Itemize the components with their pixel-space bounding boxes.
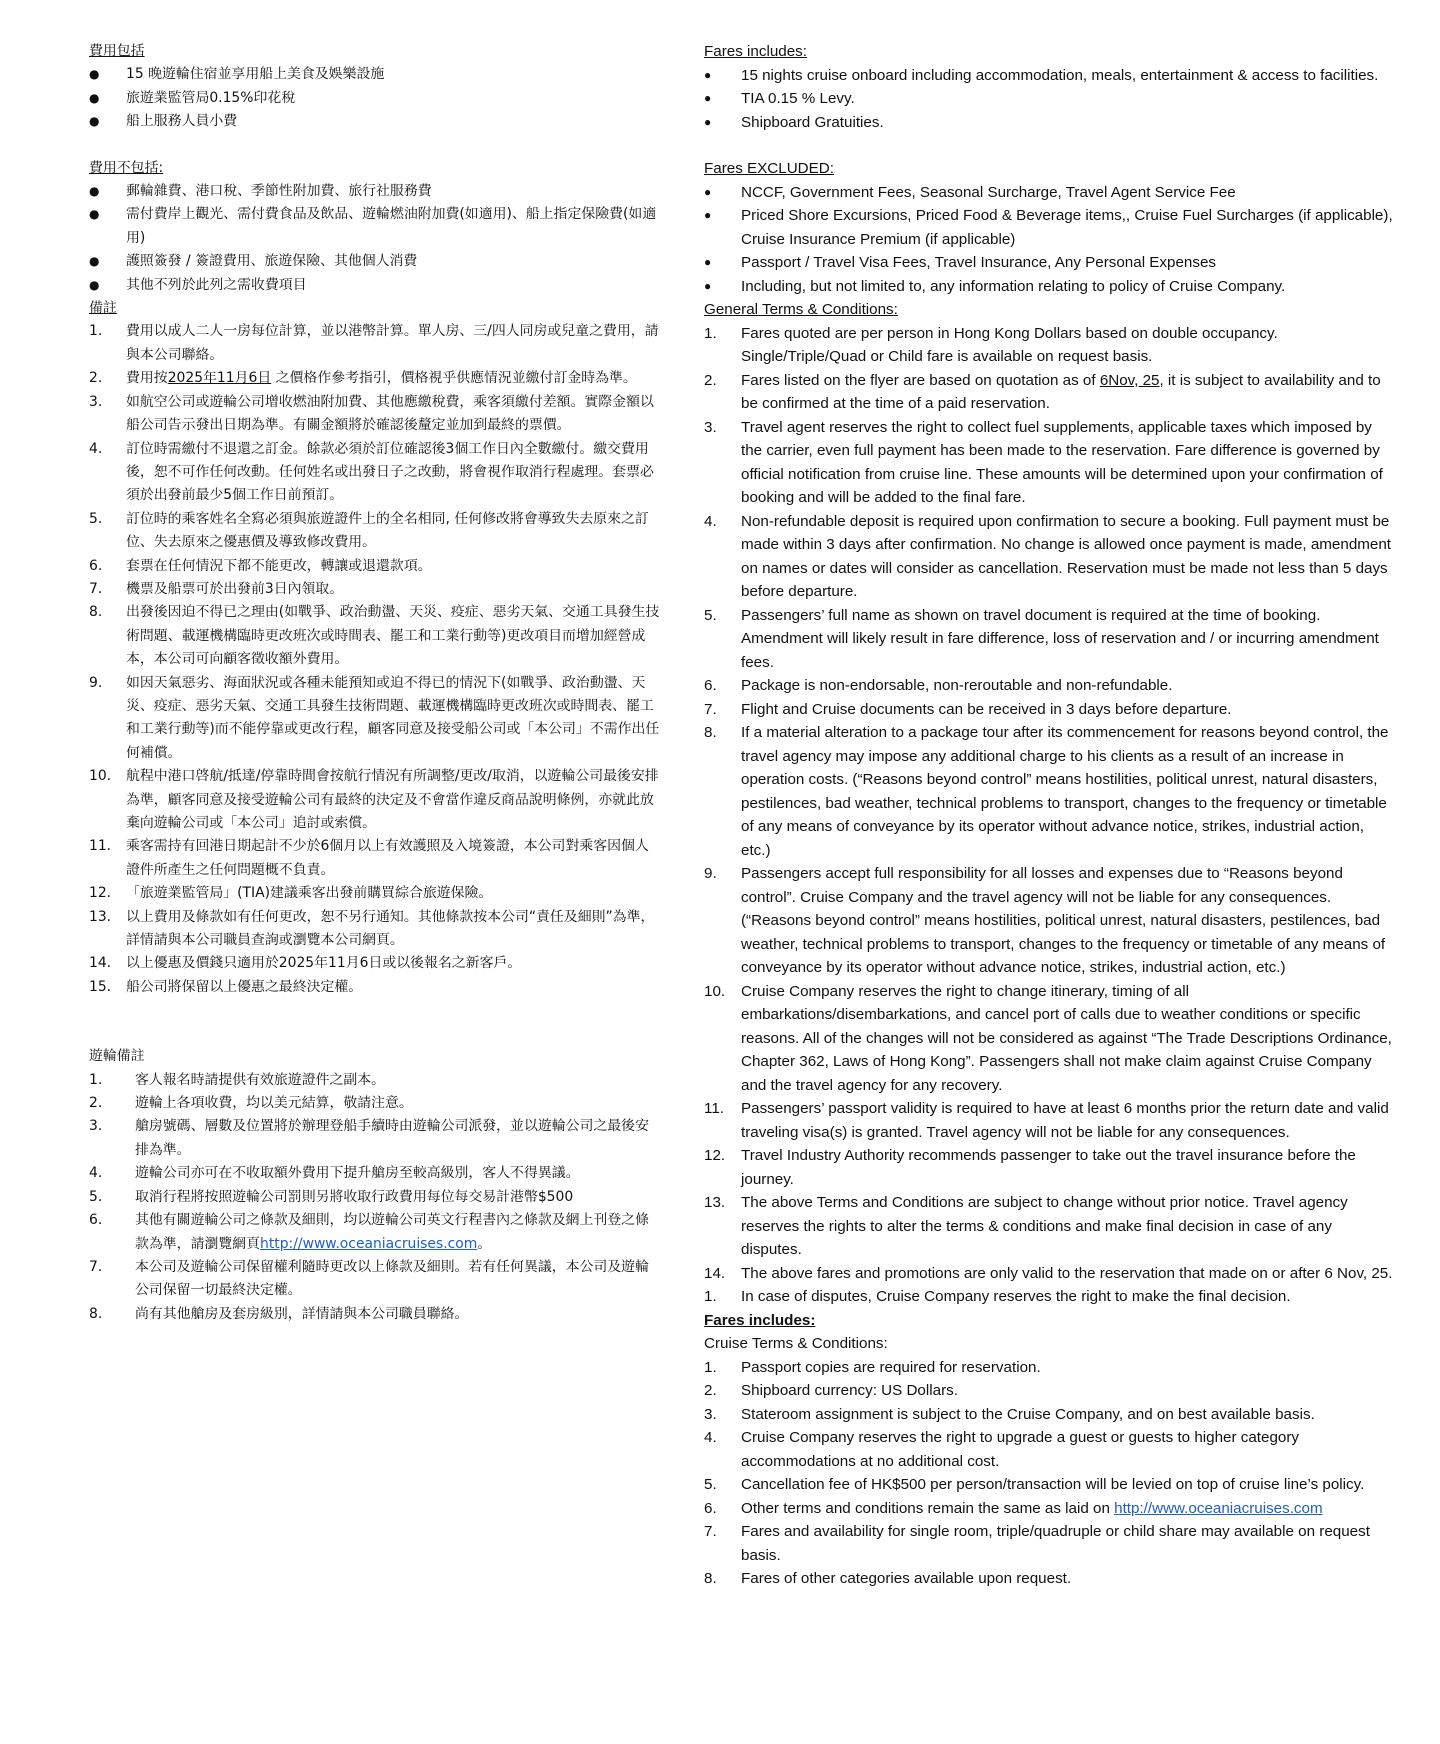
list-item: 15. 船公司將保留以上優惠之最終決定權。 <box>89 978 363 995</box>
list-item: 8. If a material alteration to a package tour after its commencement for reasons beyond control, the travel agency may impose any additional charge to his clients as a result of an increase in operation costs. (“Reasons beyond control” means hostilities, political unrest, natural disasters, pestilences, bad weather, technical problems to transport, changes to the frequency or timetable of any means of conveyance by its operator without advance notice, strikes, industrial action, etc.) <box>704 724 1389 859</box>
oceania-cruises-link[interactable]: http://www.oceaniacruises.com <box>260 1235 478 1252</box>
list-item: 6. 其他有關遊輪公司之條款及細則，均以遊輪公司英文行程書內之條款及網上刊登之條款為準，請瀏覽網頁http://www.oceaniacruises.com。 <box>89 1212 649 1252</box>
list-item: 11. Passengers’ passport validity is required to have at least 6 months prior the return date and valid traveling visa(s) is granted. Travel agency will not be liable for any consequences. <box>704 1100 1389 1141</box>
fares-excluded-list-en <box>704 181 1396 299</box>
list-item: 2. Shipboard currency: US Dollars. <box>704 1382 958 1399</box>
list-item: 14. The above fares and promotions are only valid to the reservation that made on or after 6 Nov, 25. <box>704 1264 1393 1282</box>
list-item: 5. 訂位時的乘客姓名全寫必須與旅遊證件上的全名相同, 任何修改將會導致失去原來之訂位、失去原來之優惠價及導致修改費用。 <box>89 510 649 551</box>
cruise-remarks-heading-zh: 遊輪備註 <box>89 1048 145 1065</box>
bullet-icon: ● <box>89 207 100 222</box>
list-item: 11. 乘客需持有回港日期起計不少於6個月以上有效護照及入境簽證，本公司對乘客因個人證件所產生之任何問題概不負責。 <box>89 838 649 878</box>
english-terms-column <box>704 40 1396 1591</box>
list-item: ● 15 晚遊輪住宿並享用船上美食及娛樂設施 <box>89 63 661 86</box>
fares-excluded-heading-en: Fares EXCLUDED: <box>704 160 834 177</box>
list-item: ● 郵輪雜費、港口稅、季節性附加費、旅行社服務費 <box>89 180 661 203</box>
list-item: ● 船上服務人員小費 <box>89 110 661 133</box>
general-terms-heading: General Terms & Conditions: <box>704 301 898 318</box>
bullet-icon: ● <box>704 278 712 293</box>
list-item: ● Passport / Travel Visa Fees, Travel Insurance, Any Personal Expenses <box>704 251 1396 275</box>
bullet-icon: ● <box>704 208 712 222</box>
fares-includes-list-zh <box>89 63 661 133</box>
list-item: 3. Stateroom assignment is subject to the Cruise Company, and on best available basis. <box>704 1405 1315 1423</box>
cruise-terms-heading: Cruise Terms & Conditions: <box>704 1335 888 1352</box>
bullet-icon: ● <box>89 184 100 199</box>
list-item: 7. Fares and availability for single room, triple/quadruple or child share may available on request basis. <box>704 1523 1370 1564</box>
remarks-heading-zh: 備註 <box>89 300 117 317</box>
list-item: 13. The above Terms and Conditions are subject to change without prior notice. Travel agency reserves the rights to alter the terms & conditions and make final decision in case of any disputes. <box>704 1194 1348 1258</box>
list-item: 4. 遊輪公司亦可在不收取額外費用下提升艙房至較高級別，客人不得異議。 <box>89 1165 580 1182</box>
list-item: 8. Fares of other categories available upon request. <box>704 1570 1072 1587</box>
fares-includes-heading-en: Fares includes: <box>704 43 807 60</box>
bullet-icon: ● <box>89 277 100 292</box>
bullet-icon: ● <box>704 184 712 199</box>
cruise-remarks-zh <box>89 1045 661 1326</box>
bullet-icon: ● <box>704 67 712 82</box>
list-item: ● 旅遊業監管局0.15%印花稅 <box>89 87 661 110</box>
list-item: 2. 費用按2025年11月6日 之價格作參考指引，價格視乎供應情況並繳付訂金時為準。 <box>89 370 637 387</box>
list-item: 5. Passengers’ full name as shown on travel document is required at the time of booking. Amendment will likely result in fare difference, loss of reservation and / or incurring amendment fees. <box>704 606 1379 671</box>
list-item: ● 其他不列於此列之需收費項目 <box>89 274 661 297</box>
fares-includes-list-en <box>704 64 1396 135</box>
list-item: ● Including, but not limited to, any information relating to policy of Cruise Company. <box>704 275 1396 299</box>
general-terms-list <box>704 322 1396 1309</box>
list-item: 2. Fares listed on the flyer are based on quotation as of 6Nov, 25, it is subject to availability and to be confirmed at the time of a paid reservation. <box>704 371 1381 412</box>
list-item: 8. 出發後因迫不得已之理由(如戰爭、政治動盪、天災、疫症、惡劣天氣、交通工具發生技術問題、載運機構臨時更改班次或時間表、罷工和工業行動等)更改項目而增加經營成本，本公司可向顧客徵收額外費用。 <box>89 604 660 668</box>
list-item: 6. 套票在任何情況下都不能更改，轉讓或退還款項。 <box>89 557 432 574</box>
list-item: 2. 遊輪上各項收費，均以美元結算，敬請注意。 <box>89 1095 413 1112</box>
list-item: 10. Cruise Company reserves the right to change itinerary, timing of all embarkations/disembarkations, and cancel port of calls due to weather conditions or specific reasons. All of the changes will not be considered as against “The Trade Descriptions Ordinance, Chapter 362, Laws of Hong Kong”. Passengers shall not make claim against Cruise Company and the travel agency for any recovery. <box>704 982 1392 1094</box>
list-item: 7. 本公司及遊輪公司保留權利隨時更改以上條款及細則。若有任何異議，本公司及遊輪公司保留一切最終決定權。 <box>89 1258 649 1299</box>
list-item: 12. Travel Industry Authority recommends passenger to take out the travel insurance before the journey. <box>704 1147 1356 1188</box>
list-item: ● 護照簽發 / 簽證費用、旅遊保險、其他個人消費 <box>89 250 661 273</box>
oceania-cruises-link[interactable]: http://www.oceaniacruises.com <box>1114 1499 1323 1517</box>
list-item: ● Priced Shore Excursions, Priced Food & Beverage items,, Cruise Fuel Surcharges (if applicable), Cruise Insurance Premium (if applicable) <box>704 204 1396 251</box>
list-item: 4. Non-refundable deposit is required upon confirmation to secure a booking. Full payment must be made within 3 days after confirmation. No change is allowed once payment is made, amendment on names or dates will consider as cancellation. Reservation must be made not less than 5 days before departure. <box>704 512 1392 600</box>
list-item: 4. Cruise Company reserves the right to upgrade a guest or guests to higher category accommodations at no additional cost. <box>704 1429 1300 1470</box>
list-item: 6. Package is non-endorsable, non-reroutable and non-refundable. <box>704 677 1173 694</box>
bullet-icon: ● <box>704 255 712 269</box>
list-item: 1. Passport copies are required for reservation. <box>704 1358 1041 1376</box>
quote-date: 6Nov, 25 <box>1099 371 1160 389</box>
list-item: 3. 艙房號碼、層數及位置將於辦理登船手續時由遊輪公司派發，並以遊輪公司之最後安排為準。 <box>89 1118 649 1158</box>
bullet-icon: ● <box>704 114 712 129</box>
list-item: 10. 航程中港口啓航/抵達/停靠時間會按航行情況有所調整/更改/取消，以遊輪公司最後安排為準，顧客同意及接受遊輪公司有最終的決定及不會當作違反商品說明條例，亦就此放棄向遊輪公司或「本公司」追討或索償。 <box>89 768 659 831</box>
list-item: 4. 訂位時需繳付不退還之訂金。餘款必須於訂位確認後3個工作日內全數繳付。繳交費用後，恕不可作任何改動。任何姓名或出發日子之改動，將會視作取消行程處理。套票必須於出發前最少5個工作日前預訂。 <box>89 440 654 504</box>
list-item: 9. 如因天氣惡劣、海面狀況或各種未能預知或迫不得已的情況下(如戰爭、政治動盪、天災、疫症、惡劣天氣、交通工具發生技術問題、載運機構臨時更改班次或時間表、罷工和工業行動等)而不能停靠或更改行程，顧客同意及接受船公司或「本公司」不需作出任何補償。 <box>89 674 660 761</box>
list-item: 14. 以上優惠及價錢只適用於2025年11月6日或以後報名之新客戶。 <box>89 955 522 972</box>
bullet-icon: ● <box>89 90 100 105</box>
quote-date: 2025年11月6日 <box>167 370 272 387</box>
list-item: 1. In case of disputes, Cruise Company reserves the right to make the final decision. <box>704 1288 1291 1305</box>
fares-excluded-heading-zh: 費用不包括: <box>89 159 164 176</box>
fares-includes-heading-en-2: Fares includes: <box>704 1311 816 1329</box>
list-item: 7. 機票及船票可於出發前3日內領取。 <box>89 580 344 597</box>
list-item: 7. Flight and Cruise documents can be received in 3 days before departure. <box>704 700 1232 718</box>
list-item: 3. Travel agent reserves the right to collect fuel supplements, applicable taxes which imposed by the carrier, even full payment has been made to the reservation. Fare difference is governed by official notification from cruise line. These amounts will be determined upon your confirmation of booking and will be added to the final fare. <box>704 418 1383 506</box>
list-item: ● 需付費岸上觀光、需付費食品及飲品、遊輪燃油附加費(如適用)、船上指定保險費(如適用) <box>89 203 661 250</box>
list-item: 9. Passengers accept full responsibility for all losses and expenses due to “Reasons beyond control”. Cruise Company and the travel agency will not be liable for any consequences. (“Reasons beyond control” means hostilities, political unrest, natural disasters, pestilences, bad weather, technical problems to transport, changes to the frequency or timetable of any means of conveyance by its operator without advance notice, strikes, industrial action, etc.) <box>704 865 1386 976</box>
list-item: 6. Other terms and conditions remain the same as laid on http://www.oceaniacruises.com <box>704 1499 1323 1517</box>
list-item: 1. 費用以成人二人一房每位計算，並以港幣計算。單人房、三/四人同房或兒童之費用，請與本公司聯絡。 <box>89 323 659 363</box>
list-item: 1. Fares quoted are per person in Hong Kong Dollars based on double occupancy. Single/Triple/Quad or Child fare is available on request basis. <box>704 324 1278 365</box>
list-item: 3. 如航空公司或遊輪公司增收燃油附加費、其他應繳稅費，乘客須繳付差額。實際金額以船公司告示發出日期為準。有關金額將於確認後釐定並加到最終的票價。 <box>89 393 654 434</box>
list-item: ● Shipboard Gratuities. <box>704 111 1396 135</box>
list-item: 5. Cancellation fee of HK$500 per person/transaction will be levied on top of cruise line’s policy. <box>704 1476 1365 1493</box>
bullet-icon: ● <box>89 254 100 269</box>
list-item: 12. 「旅遊業監管局」(TIA)建議乘客出發前購買綜合旅遊保險。 <box>89 885 493 902</box>
list-item: 5. 取消行程將按照遊輪公司罰則另將收取行政費用每位每交易計港幣$500 <box>89 1188 574 1205</box>
fares-includes-heading-zh: 費用包括 <box>89 43 145 59</box>
bullet-icon: ● <box>89 114 100 129</box>
bullet-icon: ● <box>704 91 712 105</box>
remarks-list-zh <box>89 320 661 999</box>
fares-excluded-list-zh <box>89 180 661 297</box>
list-item: ● 15 nights cruise onboard including accommodation, meals, entertainment & access to facilities. <box>704 64 1396 88</box>
list-item: 8. 尚有其他艙房及套房級別，詳情請與本公司職員聯絡。 <box>89 1305 469 1322</box>
list-item: 13. 以上費用及條款如有任何更改，恕不另行通知。其他條款按本公司“責任及細則”為準，詳情請與本公司職員查詢或瀏覽本公司網頁。 <box>89 908 655 949</box>
list-item: ● TIA 0.15 % Levy. <box>704 87 1396 111</box>
list-item: ● NCCF, Government Fees, Seasonal Surcharge, Travel Agent Service Fee <box>704 181 1396 205</box>
cruise-terms-list <box>704 1356 1396 1591</box>
list-item: 1. 客人報名時請提供有效旅遊證件之副本。 <box>89 1071 386 1088</box>
bullet-icon: ● <box>89 67 100 82</box>
chinese-terms-column <box>89 40 661 1326</box>
